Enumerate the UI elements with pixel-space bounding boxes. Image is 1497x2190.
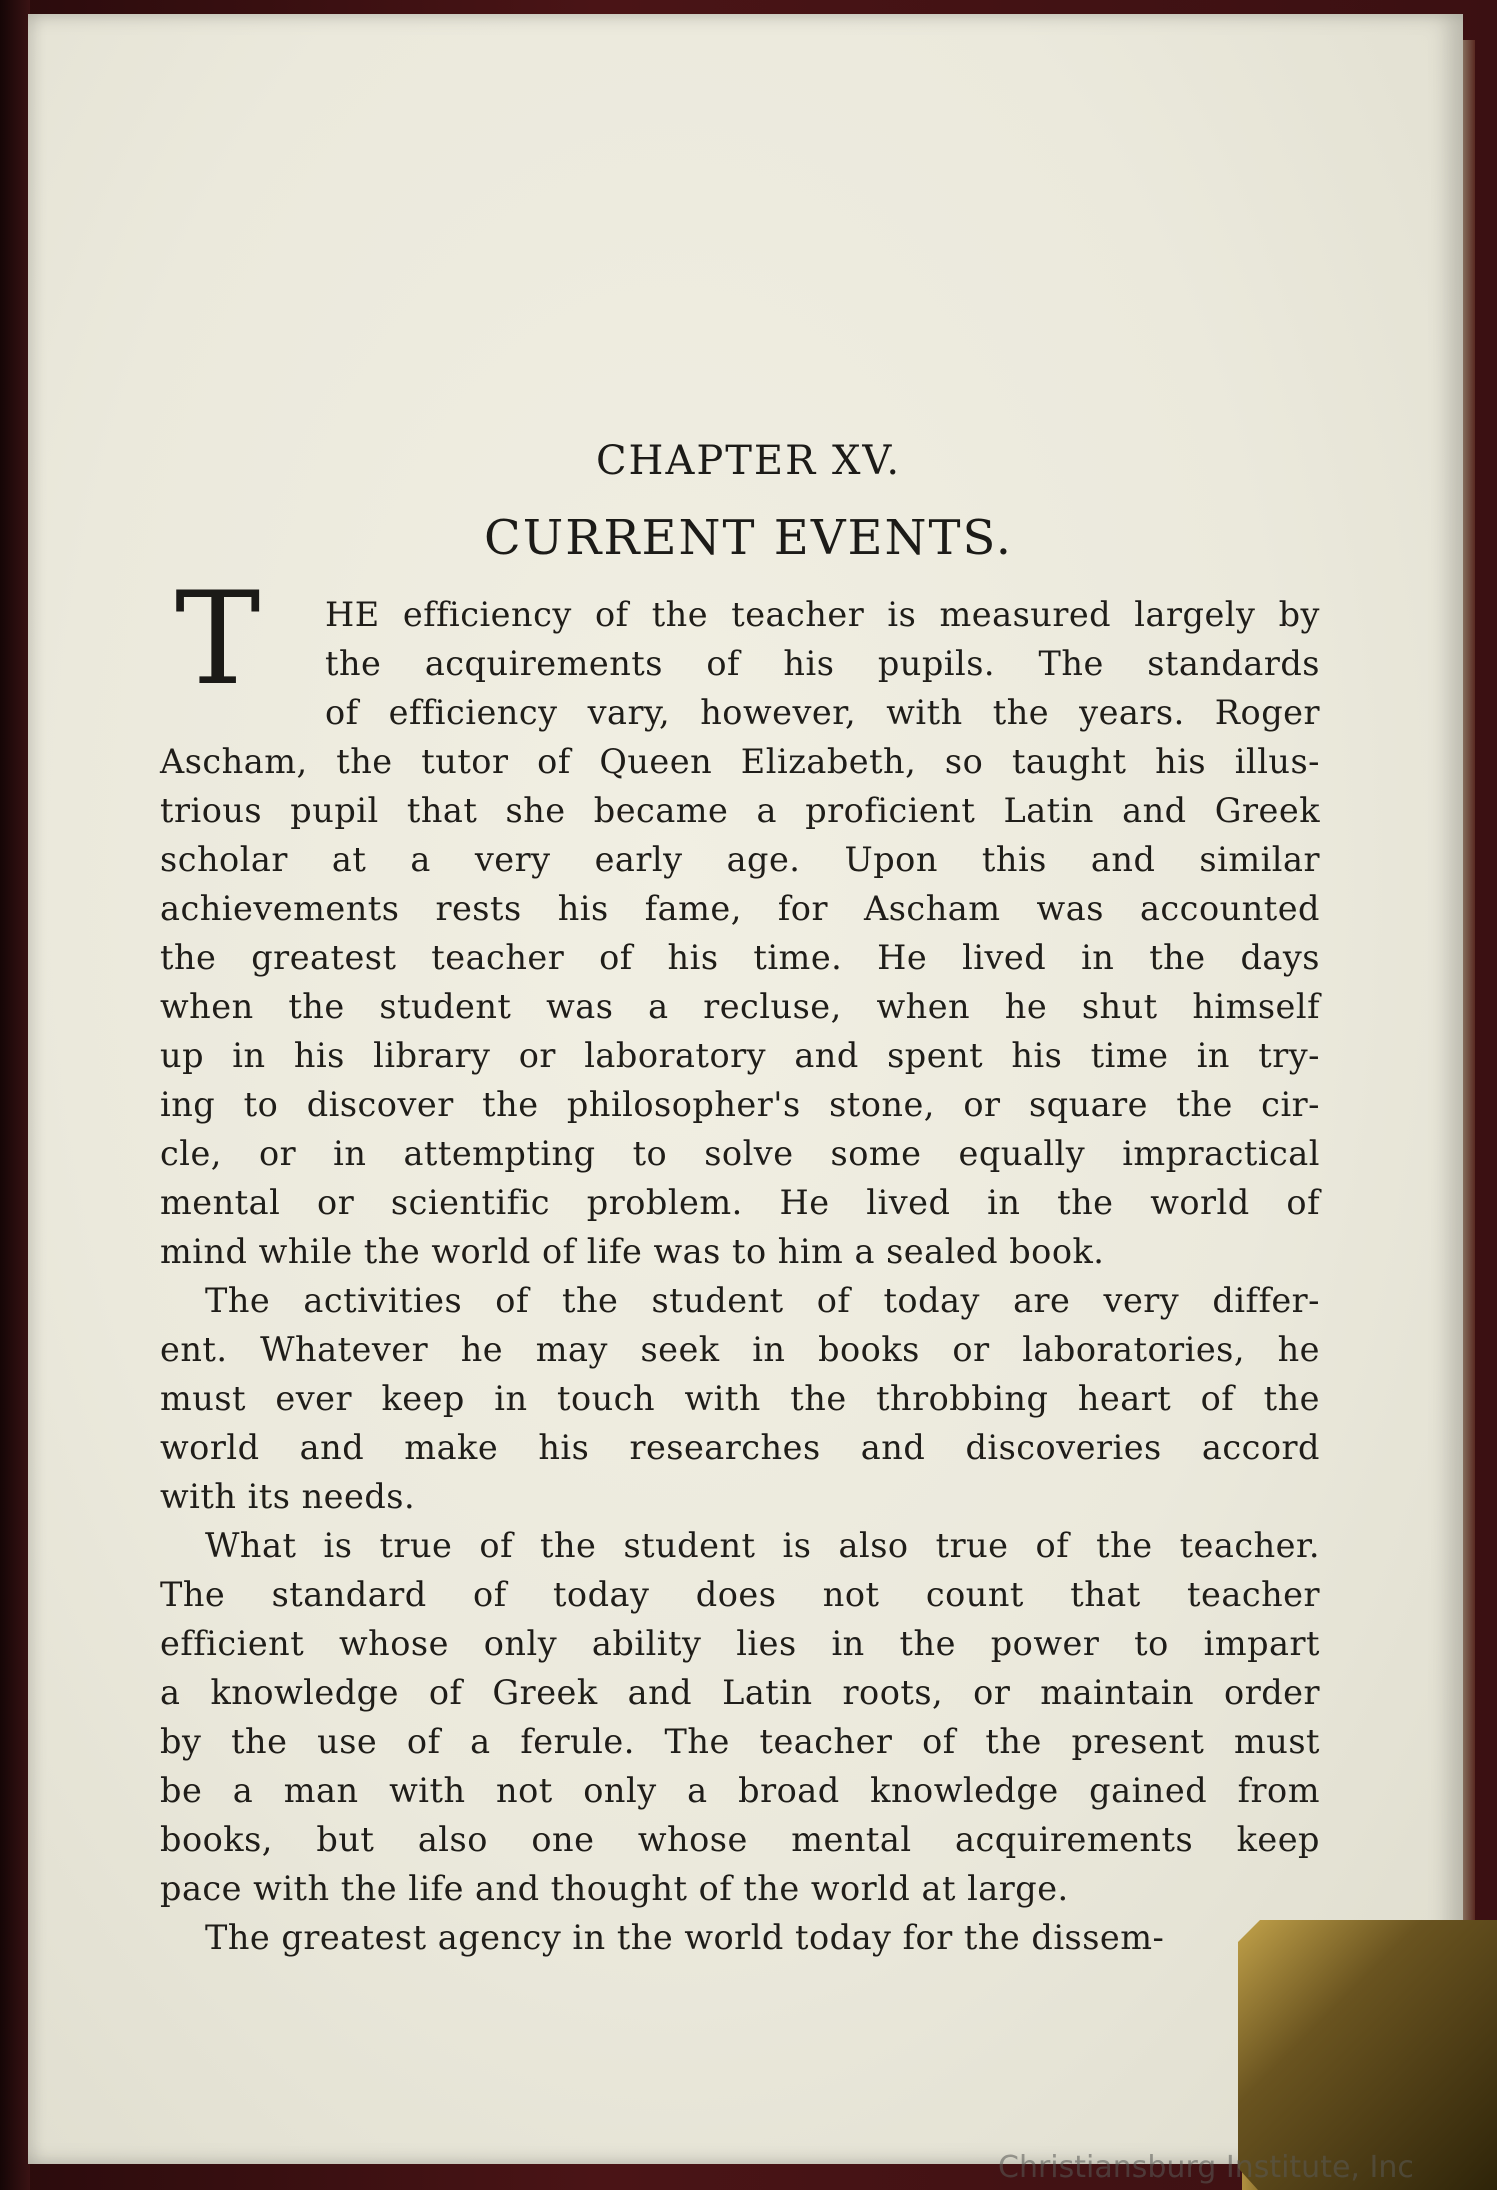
text-line: mental or scientific problem. He lived in the world of — [160, 1183, 1320, 1222]
text-line: books, but also one whose mental acquirements keep — [160, 1820, 1320, 1859]
text-line: Ascham, the tutor of Queen Elizabeth, so taught his illus- — [160, 742, 1320, 781]
text-line: the greatest teacher of his time. He lived in the days — [160, 938, 1320, 977]
text-line: HE efficiency of the teacher is measured largely by — [325, 595, 1320, 634]
text-line: be a man with not only a broad knowledge gained from — [160, 1771, 1320, 1810]
text-line: What is true of the student is also true of the teacher. — [205, 1526, 1320, 1565]
text-line: with its needs. — [160, 1477, 416, 1516]
text-line: of efficiency vary, however, with the years. Roger — [325, 693, 1320, 732]
drop-cap: T — [175, 565, 261, 714]
text-line: a knowledge of Greek and Latin roots, or maintain order — [160, 1673, 1320, 1712]
text-line: The activities of the student of today are very differ- — [205, 1281, 1320, 1320]
text-line: ing to discover the philosopher's stone, or square the cir- — [160, 1085, 1320, 1124]
text-line: cle, or in attempting to solve some equally impractical — [160, 1134, 1320, 1173]
text-line: by the use of a ferule. The teacher of the present must — [160, 1722, 1320, 1761]
text-line: the acquirements of his pupils. The standards — [325, 644, 1320, 683]
text-line: up in his library or laboratory and spent his time in try- — [160, 1036, 1320, 1075]
text-line: must ever keep in touch with the throbbing heart of the — [160, 1379, 1320, 1418]
text-line: The greatest agency in the world today for the dissem- — [205, 1918, 1165, 1957]
text-line: world and make his researches and discoveries accord — [160, 1428, 1320, 1467]
text-line: when the student was a recluse, when he shut himself — [160, 987, 1320, 1026]
chapter-number: CHAPTER XV. — [595, 438, 902, 484]
text-line: The standard of today does not count that teacher — [160, 1575, 1320, 1614]
text-line: efficient whose only ability lies in the power to impart — [160, 1624, 1320, 1663]
watermark: Christiansburg Institute, Inc — [998, 2150, 1414, 2185]
text-line: pace with the life and thought of the world at large. — [160, 1869, 1069, 1908]
chapter-body — [160, 590, 1320, 1962]
text-line: trious pupil that she became a proficient Latin and Greek — [160, 791, 1320, 830]
text-line: ent. Whatever he may seek in books or laboratories, he — [160, 1330, 1320, 1369]
book-spine-edge — [0, 0, 30, 2190]
text-line: mind while the world of life was to him a sealed book. — [160, 1232, 1105, 1271]
text-line: achievements rests his fame, for Ascham was accounted — [160, 889, 1320, 928]
chapter-title: CURRENT EVENTS. — [484, 510, 1013, 566]
text-line: scholar at a very early age. Upon this and similar — [160, 840, 1320, 879]
